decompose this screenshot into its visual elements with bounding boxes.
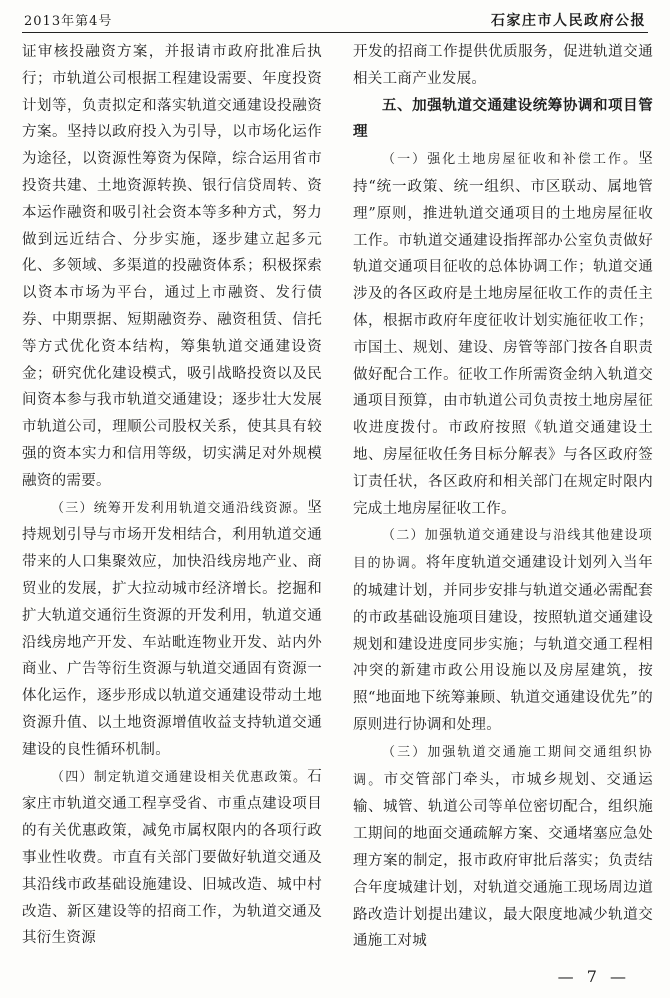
paragraph-project-coordination [353,522,653,738]
subsection-heading: （三）加强轨道交通施工期间交通组织协调。 [353,744,653,788]
publication-title: 石家庄市人民政府公报 [491,13,646,29]
left-column [22,39,322,954]
right-column [353,39,653,954]
paragraph-body: 市交管部门牵头，市城乡规划、交通运输、城管、轨道公司等单位密切配合，组织施工期间的地面交通疏解方案、交通堵塞应急处理方案的制定，报市政府审批后落实；负责结合年度城建计划，对轨道交通施工现场周边道路改造计划提出建议，最大限度地减少轨道交通施工对城 [353,771,653,950]
subsection-heading: （二）加强轨道交通建设与沿线其他建设项目的协调。 [353,528,653,572]
page-header [22,6,648,33]
page-number: — 7 — [557,967,630,986]
paragraph-traffic-organization [353,739,653,954]
subsection-heading: （一）强化土地房屋征收和补偿工作。 [382,152,639,168]
paragraph-resource-development [22,495,322,764]
paragraph-body: 石家庄市轨道交通工程享受省、市重点建设项目的有关优惠政策，减免市属权限内的各项行政事业性收费。市直有关部门要做好轨道交通及其沿线市政基础设施建设、旧城改造、城中村改造、新区建设等的招商工作，为轨道交通及其衍生资源 [22,768,322,947]
paragraph-body: 将年度轨道交通建设计划列入当年的城建计划，并同步安排与轨道交通必需配套的市政基础设施项目建设，按照轨道交通建设规划和建设进度同步实施；与轨道交通工程相冲突的新建市政公用设施以及房屋建筑，按照“地面地下统筹兼顾、轨道交通建设优先”的原则进行协调和处理。 [353,555,653,733]
issue-label: 2013年第4号 [24,14,113,29]
paragraph-body: 坚持“统一政策、统一组织、市区联动、属地管理”原则，推进轨道交通项目的土地房屋征收工作。市轨道交通建设指挥部办公室负责做好轨道交通项目征收的总体协调工作；轨道交通涉及的各区政府是土地房屋征收工作的责任主体，根据市政府年度征收计划实施征收工作；市国土、规划、建设、房管等部门按各自职责做好配合工作。征收工作所需资金纳入轨道交通项目预算，由市轨道公司负责按土地房屋征收进度拨付。市政府按照《轨道交通建设土地、房屋征收任务目标分解表》与各区政府签订责任状，各区政府和相关部门在规定时限内完成土地房屋征收工作。 [353,151,653,517]
subsection-heading: （三）统筹开发利用轨道交通沿线资源。 [51,500,308,516]
paragraph-financing: 证审核投融资方案，并报请市政府批准后执行；市轨道公司根据工程建设需要、年度投资计划等，负责拟定和落实轨道交通建设投融资方案。坚持以政府投入为引导，以市场化运作为途径，以资源性筹资为保障，综合运用省市投资共建、土地资源转换、银行信贷周转、资本运作融资和吸引社会资本等多种方式，努力做到远近结合、分步实施，逐步建立起多元化、多领域、多渠道的投融资体系；积极探索以资本市场为平台，通过上市融资、发行债券、中期票据、短期融资券、融资租赁、信托等方式优化资本结构，筹集轨道交通建设资金；研究优化建设模式，吸引战略投资以及民间资本参与我市轨道交通建设；逐步壮大发展市轨道公司，理顺公司股权关系，使其具有较强的资本实力和信用等级，切实满足对外规模融资的需要。 [22,44,322,489]
subsection-heading: （四）制定轨道交通建设相关优惠政策。 [51,769,308,785]
section-heading: 五、加强轨道交通建设统筹协调和项目管理 [353,97,653,141]
paragraph-investment-service: 开发的招商工作提供优质服务，促进轨道交通相关工商产业发展。 [353,44,653,87]
paragraph-land-acquisition [353,146,653,522]
paragraph-preferential-policy [22,764,322,953]
paragraph-body: 坚持规划引导与市场开发相结合，利用轨道交通带来的人口集聚效应，加快沿线房地产业、商贸业的发展，扩大拉动城市经济增长。挖掘和扩大轨道交通衍生资源的开发利用，轨道交通沿线房地产开发、车站毗连物业开发、站内外商业、广告等衍生资源与轨道交通固有资源一体化运作，逐步形成以轨道交通建设带动土地资源升值、以土地资源增值收益支持轨道交通建设的良性循环机制。 [22,499,322,758]
